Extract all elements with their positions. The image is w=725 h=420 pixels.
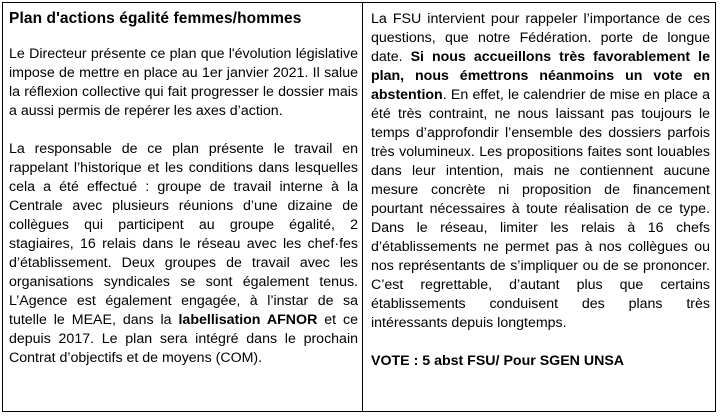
abstention-emphasis: Si nous accueillons très favorablement le plan, nous émettrons néanmoins un vote en abstention: [371, 49, 710, 103]
director-paragraph: Le Directeur présente ce plan que l'évolution législative impose de mettre en place au 1er janvier 2021. Il salue la réflexion collective qui fait progresser le dossier mais a aussi permis de repérer les axes d’action.: [9, 46, 358, 119]
right-column: [371, 10, 710, 371]
column-divider: [362, 2, 363, 412]
left-column: [9, 9, 358, 387]
afnor-label-emphasis: labellisation AFNOR: [178, 312, 318, 328]
section-title: Plan d'actions égalité femmes/hommes: [9, 10, 302, 27]
responsible-text-end: et ce depuis 2017. Le plan sera intégré dans le prochain Contrat d’objectifs et de moyens (COM).: [9, 312, 358, 366]
fsu-text-start: La FSU intervient pour rappeler l’importance de ces questions, que notre Fédération. porte de longue date.: [371, 11, 710, 65]
fsu-text-end: . En effet, le calendrier de mise en place a été très contraint, ne nous laissant pas toujours le temps d’approfondir l’ensemble des dossiers parfois très volumineux. Les propositions faites sont louables dans leur intention, mais ne contiennent aucune mesure concrète ni proposition de financement pourtant nécessaires à toute réalisation de ce type. Dans le réseau, limiter les relais à 16 chefs d’établissements ne permet pas à nos collègues ou nos représentants de s’impliquer ou de se prononcer. C’est regrettable, d’autant plus que certains établissements conduisent des plans très intéressants depuis longtemps.: [371, 87, 710, 331]
responsible-paragraph: [9, 140, 358, 368]
responsible-text-start: La responsable de ce plan présente le travail en rappelant l’historique et les conditions dans lesquelles cela a été effectué : groupe de travail interne à la Centrale avec plusieurs réunions d’une dizaine de collègues qui participent au groupe égalité, 2 stagiaires, 16 relais dans le réseau avec les chef·fes d’établissement. Deux groupes de travail avec les organisations syndicales se sont également tenus. L’Agence est également engagée, à l’instar de sa tutelle le MEAE, dans la: [9, 141, 358, 328]
fsu-paragraph: [371, 10, 710, 333]
vote-result: VOTE : 5 abst FSU/ Pour SGEN UNSA: [371, 353, 625, 369]
